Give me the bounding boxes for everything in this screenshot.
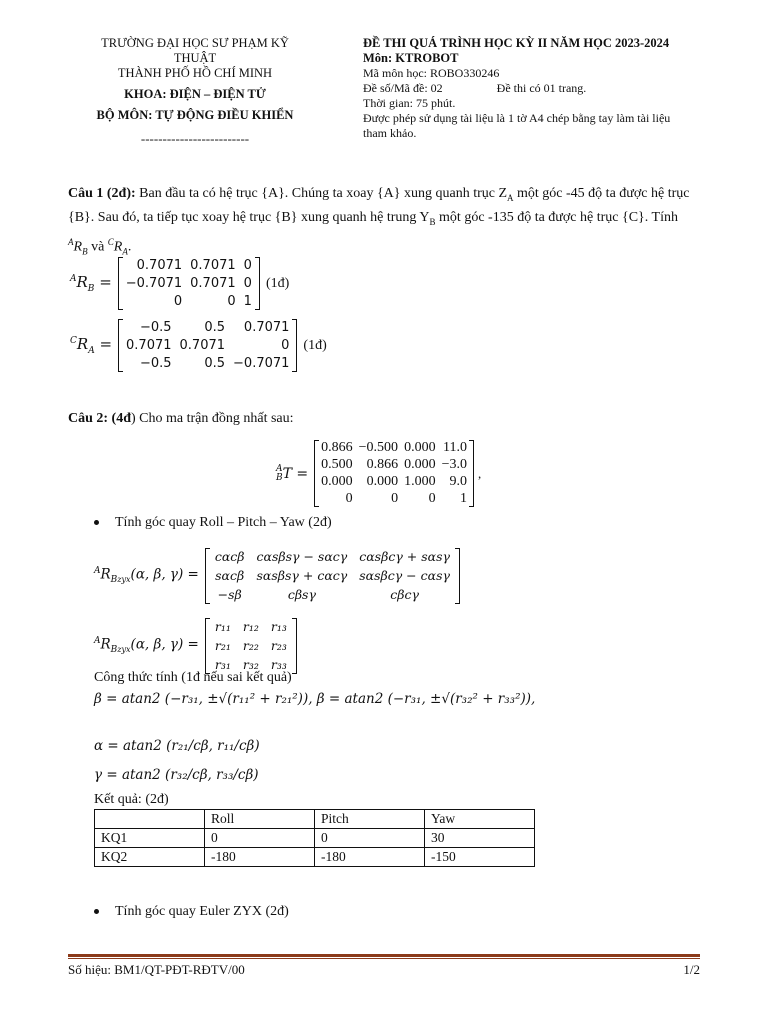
- matrix-label-sup: C: [70, 336, 77, 346]
- question-1-text: một góc -45 độ ta được hệ trục {B}. Sau đó, ta tiếp tục xoay hệ trục {B} xung quanh hệ trung Y: [68, 186, 690, 225]
- matrix-cell: 0.866: [366, 457, 399, 472]
- matrix-cell: cβsγ: [287, 587, 316, 602]
- exam-code: Đề số/Mã đề: 02: [363, 81, 443, 95]
- matrix-cell: 0: [345, 491, 353, 506]
- table-cell: 30: [425, 829, 535, 848]
- table-cell: KQ1: [95, 829, 205, 848]
- allowed-materials-line2: tham khảo.: [363, 126, 417, 140]
- matrix-label-name: R: [76, 273, 88, 291]
- faculty: KHOA: ĐIỆN – ĐIỆN TỬ: [124, 87, 266, 101]
- matrix-label-sub: B: [110, 645, 118, 656]
- symbol-sub: B: [82, 246, 88, 257]
- page-number: 1/2: [683, 962, 700, 977]
- footer: [68, 962, 700, 978]
- comma: ,: [477, 465, 482, 481]
- matrix-cell: 0.866: [321, 440, 353, 455]
- question-2-label: Câu 2: (4đ: [68, 411, 132, 426]
- matrix-cell: 0.7071: [179, 338, 226, 353]
- symbol: R: [73, 239, 83, 255]
- footer-rule: [68, 954, 700, 957]
- gamma-formula: γ = atan2 (r₃₂/cβ, r₃₃/cβ): [94, 767, 259, 783]
- matrix-label-sup: A: [70, 274, 77, 284]
- beta-formula: β = atan2 (−r₃₁, ±√(r₁₁² + r₂₁²)), β = atan2 (−r₃₁, ±√(r₃₂² + r₃₃²)),: [94, 691, 536, 707]
- matrix-cell: 0: [173, 294, 183, 309]
- matrix-cell: sαcβ: [215, 568, 245, 583]
- matrix-cell: −0.500: [358, 440, 399, 455]
- matrix-cell: 0: [391, 491, 399, 506]
- footer-rule-thin: [68, 958, 700, 959]
- table-cell: 0: [315, 829, 425, 848]
- symbol-sub: A: [122, 246, 128, 257]
- rzyx-rij-matrix: [94, 618, 297, 674]
- table-cell: -150: [425, 848, 535, 867]
- table-header-cell: Yaw: [425, 810, 535, 829]
- matrix-cell: cβcγ: [390, 587, 419, 602]
- matrix-ARB-label: [70, 273, 112, 294]
- matrix-label-sub: A: [88, 346, 95, 356]
- matrix-label-name: R: [76, 335, 89, 353]
- school-name-line2: THÀNH PHỐ HỒ CHÍ MINH: [117, 66, 273, 80]
- rzyx-matrix-values: [205, 548, 460, 604]
- matrix-label-name: R: [100, 566, 111, 583]
- result-title: Kết quả: (2đ): [94, 792, 169, 807]
- alpha-formula: α = atan2 (r₂₁/cβ, r₁₁/cβ): [94, 738, 260, 754]
- department: BỘ MÔN: TỰ ĐỘNG ĐIỀU KHIỂN: [96, 108, 294, 122]
- matrix-cell: r₁₃: [270, 619, 287, 634]
- question-2: [68, 411, 294, 427]
- matrix-label-sup: A: [94, 636, 101, 647]
- bullet-euler: [94, 904, 289, 920]
- matrix-cell: 0: [227, 294, 236, 309]
- bullet-euler-text: Tính góc quay Euler ZYX (2đ): [115, 904, 289, 919]
- matrix-cell: 0: [428, 491, 436, 506]
- matrix-cell: r₂₂: [242, 638, 259, 653]
- matrix-cell: 0: [281, 338, 290, 353]
- equals: =: [94, 335, 113, 353]
- symbol-sup: A: [68, 236, 74, 247]
- matrix-CRA-label: [70, 335, 112, 356]
- symbol: R: [113, 239, 123, 255]
- matrix-cell: 0.5: [204, 356, 226, 371]
- matrix-ARB-values: [118, 257, 260, 310]
- table-header-cell: [95, 810, 205, 829]
- question-1-text: một góc -135 độ ta được hệ trục {C}. Tính: [435, 209, 678, 225]
- matrix-args: (α, β, γ) =: [130, 636, 199, 653]
- homogeneous-matrix-label: [276, 465, 308, 483]
- matrix-cell: sαsβsγ + cαcγ: [256, 568, 348, 583]
- matrix-cell: 0.7071: [190, 258, 236, 273]
- rzyx-rij-matrix-values: [205, 618, 297, 674]
- matrix-cell: 1: [459, 491, 467, 506]
- school-name-line1: TRƯỜNG ĐẠI HỌC SƯ PHẠM KỸ THUẬT: [101, 36, 289, 65]
- table-header-cell: Roll: [205, 810, 315, 829]
- exam-time: Thời gian: 75 phút.: [363, 96, 456, 110]
- matrix-label-sub2: zyx: [117, 575, 131, 585]
- matrix-CRA: [70, 319, 327, 372]
- points: (1đ): [265, 275, 290, 291]
- matrix-label-sup: A: [276, 463, 283, 474]
- rzyx-matrix: [94, 548, 460, 604]
- bullet-rpy: [94, 515, 332, 531]
- bullet-icon: [94, 909, 99, 914]
- matrix-cell: −sβ: [217, 587, 242, 602]
- header-left: [80, 36, 310, 146]
- header-divider: -------------------------: [140, 131, 250, 146]
- matrix-cell: 0.000: [321, 474, 353, 489]
- matrix-label-sub: B: [110, 575, 118, 586]
- allowed-materials-line1: Được phép sử dụng tài liệu là 1 tờ A4 chép bằng tay làm tài liệu: [363, 111, 671, 125]
- matrix-label-name: T: [282, 465, 292, 482]
- matrix-cell: 1.000: [404, 474, 436, 489]
- document-code: Số hiệu: BM1/QT-PĐT-RĐTV/00: [68, 962, 245, 977]
- question-2-text: ) Cho ma trận đồng nhất sau:: [131, 411, 294, 426]
- homogeneous-matrix: [276, 440, 481, 507]
- table-header-cell: Pitch: [315, 810, 425, 829]
- exam-code-row: [363, 81, 703, 96]
- formula-title: Công thức tính (1đ nếu sai kết quả): [94, 670, 292, 685]
- matrix-cell: sαsβcγ − cαsγ: [359, 568, 450, 583]
- matrix-cell: 0.7071: [190, 276, 236, 291]
- subject-code: Mã môn học: ROBO330246: [363, 66, 500, 80]
- subscript: A: [507, 192, 514, 203]
- matrix-cell: −3.0: [441, 457, 467, 472]
- matrix-cell: r₁₁: [214, 619, 231, 634]
- table-cell: -180: [315, 848, 425, 867]
- matrix-cell: r₃₂: [242, 657, 259, 672]
- matrix-cell: 0.7071: [243, 320, 290, 335]
- subject: Môn: KTROBOT: [363, 51, 459, 65]
- matrix-cell: 0: [243, 276, 252, 291]
- matrix-cell: 9.0: [449, 474, 467, 489]
- matrix-label-sup: A: [94, 566, 101, 577]
- result-table-wrap: [94, 809, 535, 867]
- matrix-cell: −0.7071: [125, 276, 183, 291]
- matrix-cell: −0.5: [139, 356, 172, 371]
- question-1: [68, 184, 700, 261]
- header-right: [363, 36, 703, 141]
- matrix-cell: r₃₁: [214, 657, 231, 672]
- homogeneous-matrix-values: [314, 440, 474, 507]
- matrix-cell: cαsβcγ + sαsγ: [359, 549, 450, 564]
- matrix-cell: 0.000: [404, 440, 436, 455]
- matrix-cell: cαcβ: [214, 549, 245, 564]
- matrix-cell: r₂₃: [270, 638, 287, 653]
- matrix-cell: 0.000: [366, 474, 399, 489]
- table-cell: -180: [205, 848, 315, 867]
- matrix-cell: cαsβsγ − sαcγ: [256, 549, 348, 564]
- matrix-cell: 1: [243, 294, 252, 309]
- matrix-cell: 11.0: [442, 440, 467, 455]
- subscript: B: [429, 216, 436, 227]
- table-row: [95, 829, 535, 848]
- table-row: [95, 848, 535, 867]
- question-1-label: Câu 1 (2đ):: [68, 186, 136, 201]
- matrix-label-sub2: zyx: [117, 645, 131, 655]
- table-cell: 0: [205, 829, 315, 848]
- question-1-text: Ban đầu ta có hệ trục {A}. Chúng ta xoay {A} xung quanh trục Z: [135, 186, 508, 201]
- matrix-ARB: [70, 257, 289, 310]
- matrix-cell: r₃₃: [270, 657, 287, 672]
- result-table: [94, 809, 535, 867]
- exam-title: ĐỀ THI QUÁ TRÌNH HỌC KỲ II NĂM HỌC 2023-2024: [363, 36, 670, 50]
- matrix-label-name: R: [100, 636, 111, 653]
- matrix-label-sub: B: [276, 472, 283, 483]
- matrix-cell: −0.7071: [233, 356, 290, 371]
- matrix-cell: 0.7071: [126, 338, 172, 353]
- matrix-cell: 0.000: [404, 457, 436, 472]
- matrix-cell: r₂₁: [214, 638, 231, 653]
- matrix-cell: −0.5: [139, 320, 172, 335]
- page-count: Đề thi có 01 trang.: [496, 81, 587, 95]
- rzyx-rij-label: [94, 636, 199, 655]
- matrix-cell: 0.5: [204, 320, 226, 335]
- rzyx-label: [94, 566, 199, 585]
- matrix-cell: r₁₂: [242, 619, 259, 634]
- bullet-icon: [94, 520, 99, 525]
- equals: =: [94, 273, 112, 291]
- matrix-cell: 0.7071: [136, 258, 183, 273]
- bullet-rpy-text: Tính góc quay Roll – Pitch – Yaw (2đ): [115, 515, 332, 530]
- table-header-row: [95, 810, 535, 829]
- matrix-cell: 0: [243, 258, 252, 273]
- matrix-label-sub: B: [87, 284, 95, 294]
- equals: =: [291, 465, 309, 482]
- symbol-sup: C: [107, 236, 114, 247]
- question-1-text: .: [127, 239, 132, 255]
- matrix-args: (α, β, γ) =: [130, 566, 199, 583]
- table-cell: KQ2: [95, 848, 205, 867]
- matrix-cell: 0.500: [321, 457, 353, 472]
- question-1-text: và: [87, 239, 108, 255]
- matrix-CRA-values: [118, 319, 297, 372]
- points: (1đ): [303, 337, 327, 353]
